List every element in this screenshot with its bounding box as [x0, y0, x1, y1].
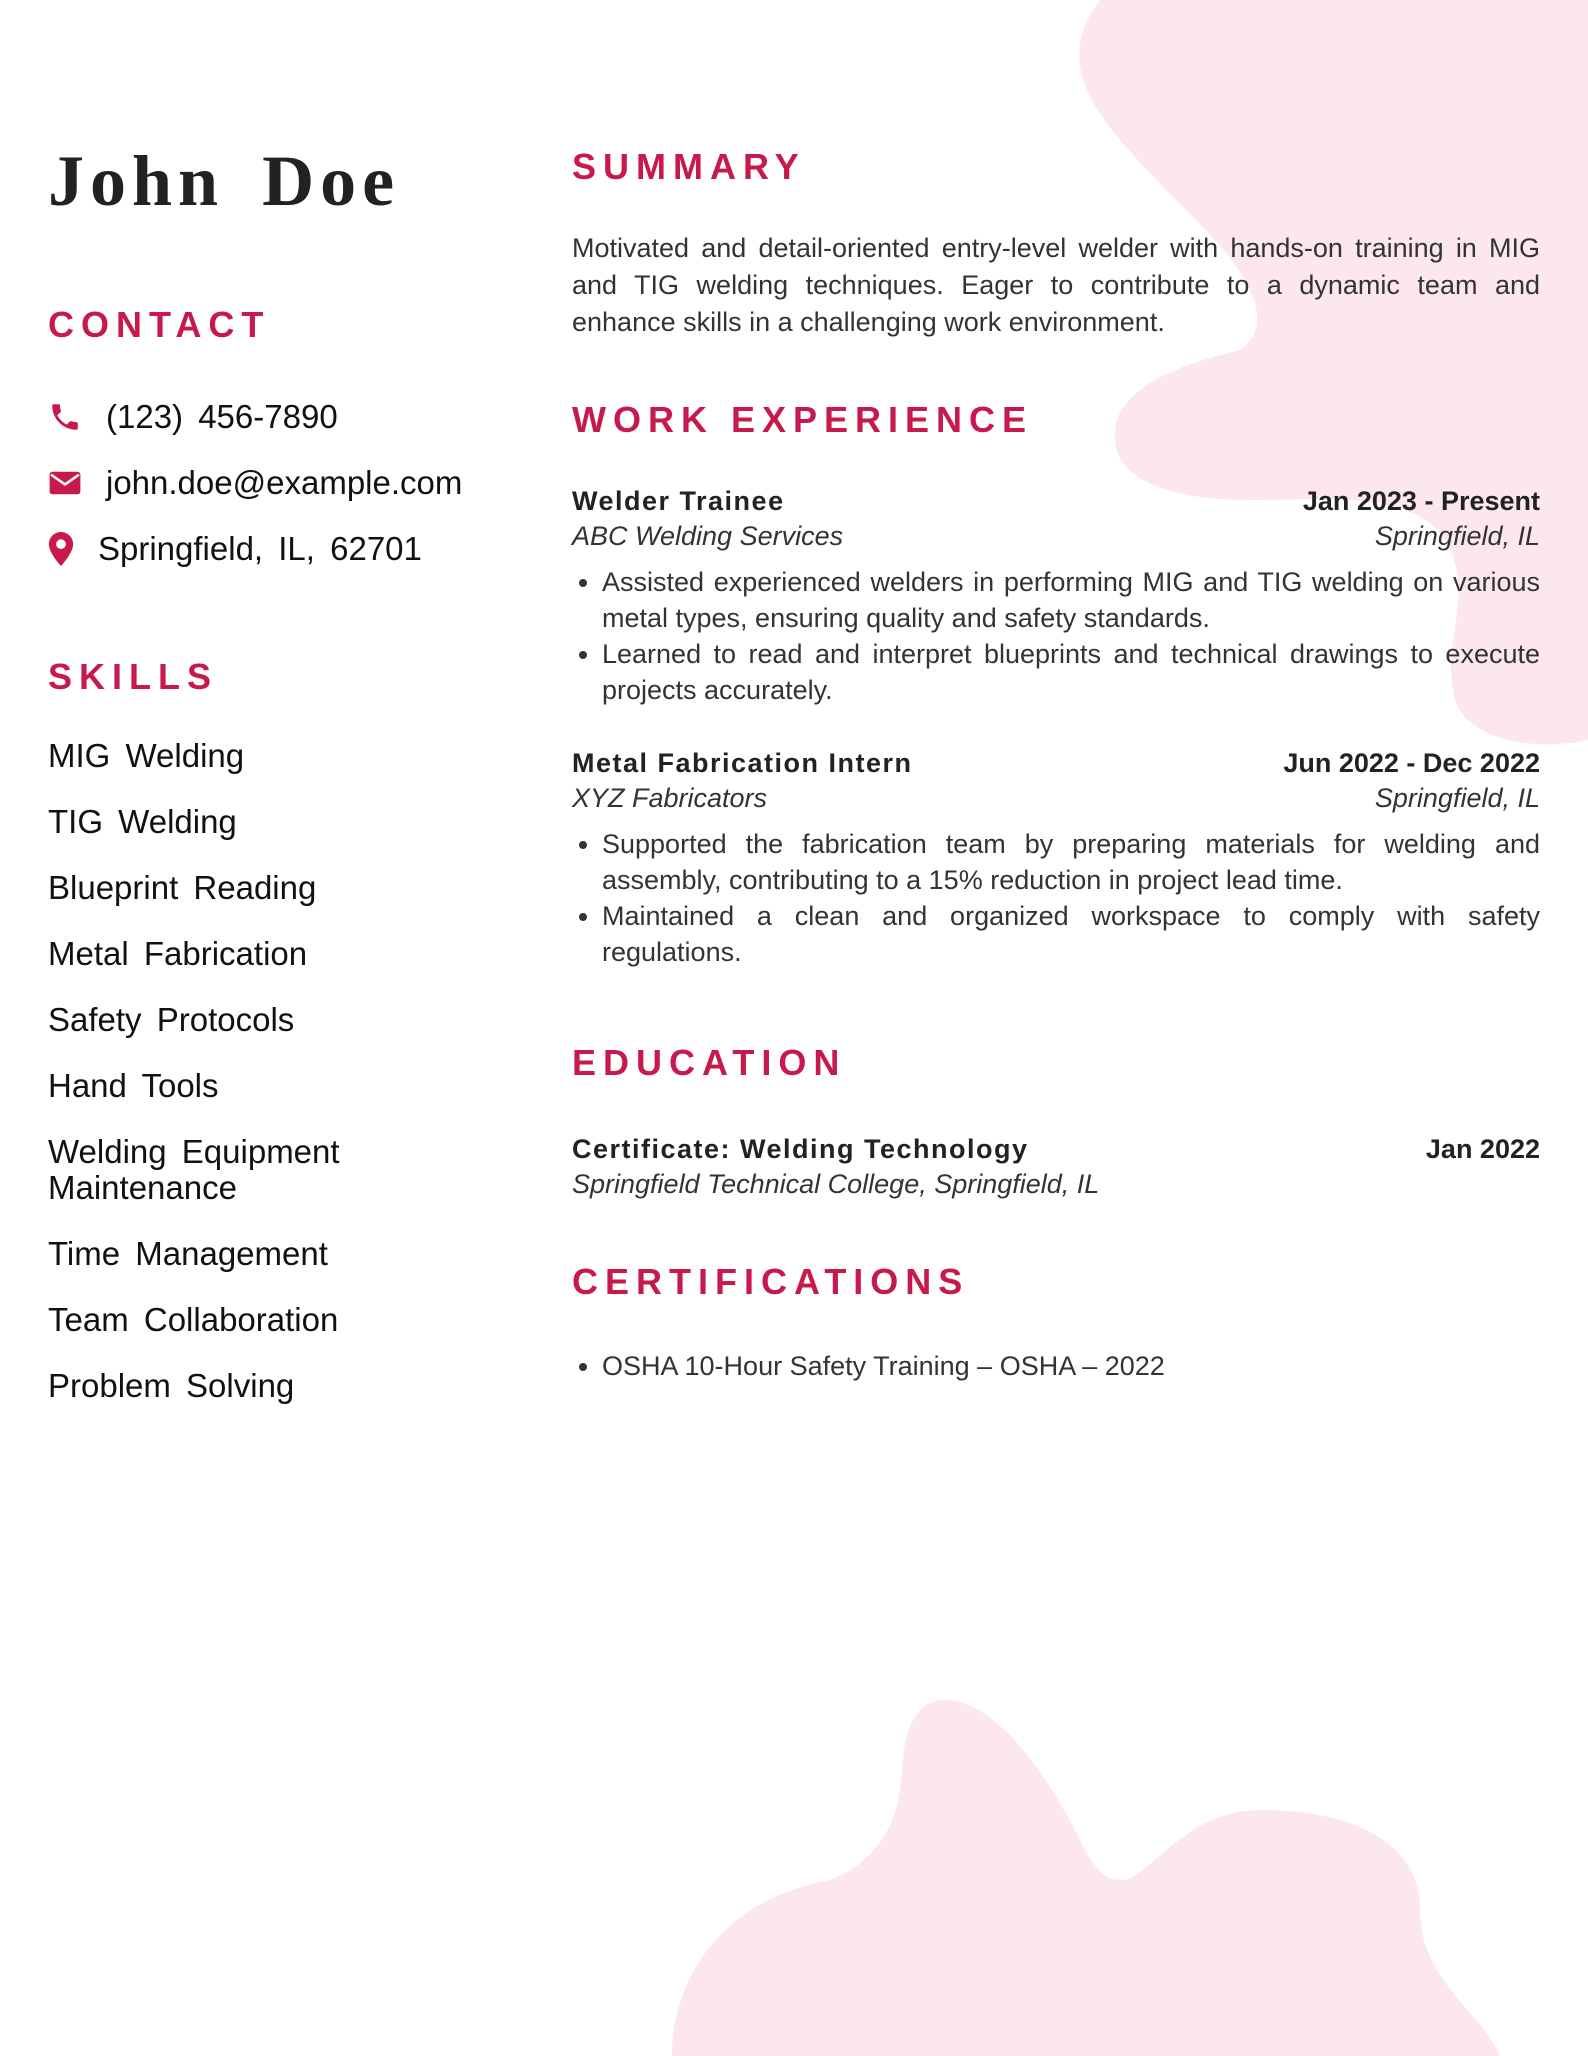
job-bullet: • Learned to read and interpret blueprints and technical drawings to execute projects accurately.	[602, 636, 1540, 708]
skill-item: Welding Equipment Maintenance	[48, 1133, 340, 1206]
skill-item: TIG Welding	[48, 803, 237, 840]
degree: Certificate: Welding Technology	[572, 1134, 1029, 1164]
job-bullets	[572, 826, 1540, 970]
location-text: Springfield, IL, 62701	[98, 530, 422, 567]
candidate-name: John Doe	[48, 141, 401, 221]
skill-item: Safety Protocols	[48, 1001, 295, 1038]
summary-heading: SUMMARY	[572, 146, 806, 187]
job-bullet: • Assisted experienced welders in performing MIG and TIG welding on various metal types, ensuring quality and safety standards.	[602, 564, 1540, 636]
job-company: ABC Welding Services	[572, 521, 844, 551]
job-entry	[572, 748, 1540, 970]
skill-item: MIG Welding	[48, 737, 245, 774]
skill-item: Hand Tools	[48, 1067, 219, 1104]
skill-item: Problem Solving	[48, 1367, 295, 1404]
work-experience-heading: WORK EXPERIENCE	[572, 399, 1034, 440]
education-entry	[572, 1134, 1540, 1200]
certification-item: • OSHA 10-Hour Safety Training – OSHA – 2022	[602, 1348, 1570, 1384]
contact-phone	[48, 384, 462, 450]
job-location: Springfield, IL	[1374, 521, 1540, 551]
map-pin-icon	[48, 531, 84, 567]
skills-list	[48, 738, 448, 1434]
job-dates: Jan 2023 - Present	[1302, 486, 1540, 516]
skill-item: Team Collaboration	[48, 1301, 339, 1338]
email-address: john.doe@example.com	[106, 464, 463, 501]
job-dates: Jun 2022 - Dec 2022	[1283, 748, 1540, 778]
school: Springfield Technical College, Springfield, IL	[572, 1169, 1100, 1199]
skill-item: Blueprint Reading	[48, 869, 317, 906]
skills-heading: SKILLS	[48, 656, 219, 697]
job-entry	[572, 486, 1540, 708]
certifications-list	[572, 1348, 1570, 1384]
phone-number: (123) 456-7890	[106, 398, 338, 435]
education-heading: EDUCATION	[572, 1042, 847, 1083]
skill-item: Time Management	[48, 1235, 328, 1272]
job-location: Springfield, IL	[1374, 783, 1540, 813]
contact-email	[48, 450, 462, 516]
envelope-icon	[48, 465, 84, 501]
job-title: Welder Trainee	[572, 486, 785, 516]
contact-location	[48, 516, 462, 582]
contact-heading: CONTACT	[48, 304, 271, 345]
job-bullet: • Supported the fabrication team by preparing materials for welding and assembly, contributing to a 15% reduction in project lead time.	[602, 826, 1540, 898]
phone-icon	[48, 399, 84, 435]
job-title: Metal Fabrication Intern	[572, 748, 913, 778]
job-bullet: • Maintained a clean and organized workspace to comply with safety regulations.	[602, 898, 1540, 970]
contact-list	[48, 384, 462, 582]
skill-item: Metal Fabrication	[48, 935, 308, 972]
certifications-heading: CERTIFICATIONS	[572, 1261, 970, 1302]
job-company: XYZ Fabricators	[572, 783, 768, 813]
education-date: Jan 2022	[1425, 1134, 1540, 1164]
job-bullets	[572, 564, 1540, 708]
summary-text: Motivated and detail-oriented entry-level welder with hands-on training in MIG and TIG welding techniques. Eager to contribute to a dynamic team and enhance skills in a challenging work environment.	[572, 233, 1540, 337]
